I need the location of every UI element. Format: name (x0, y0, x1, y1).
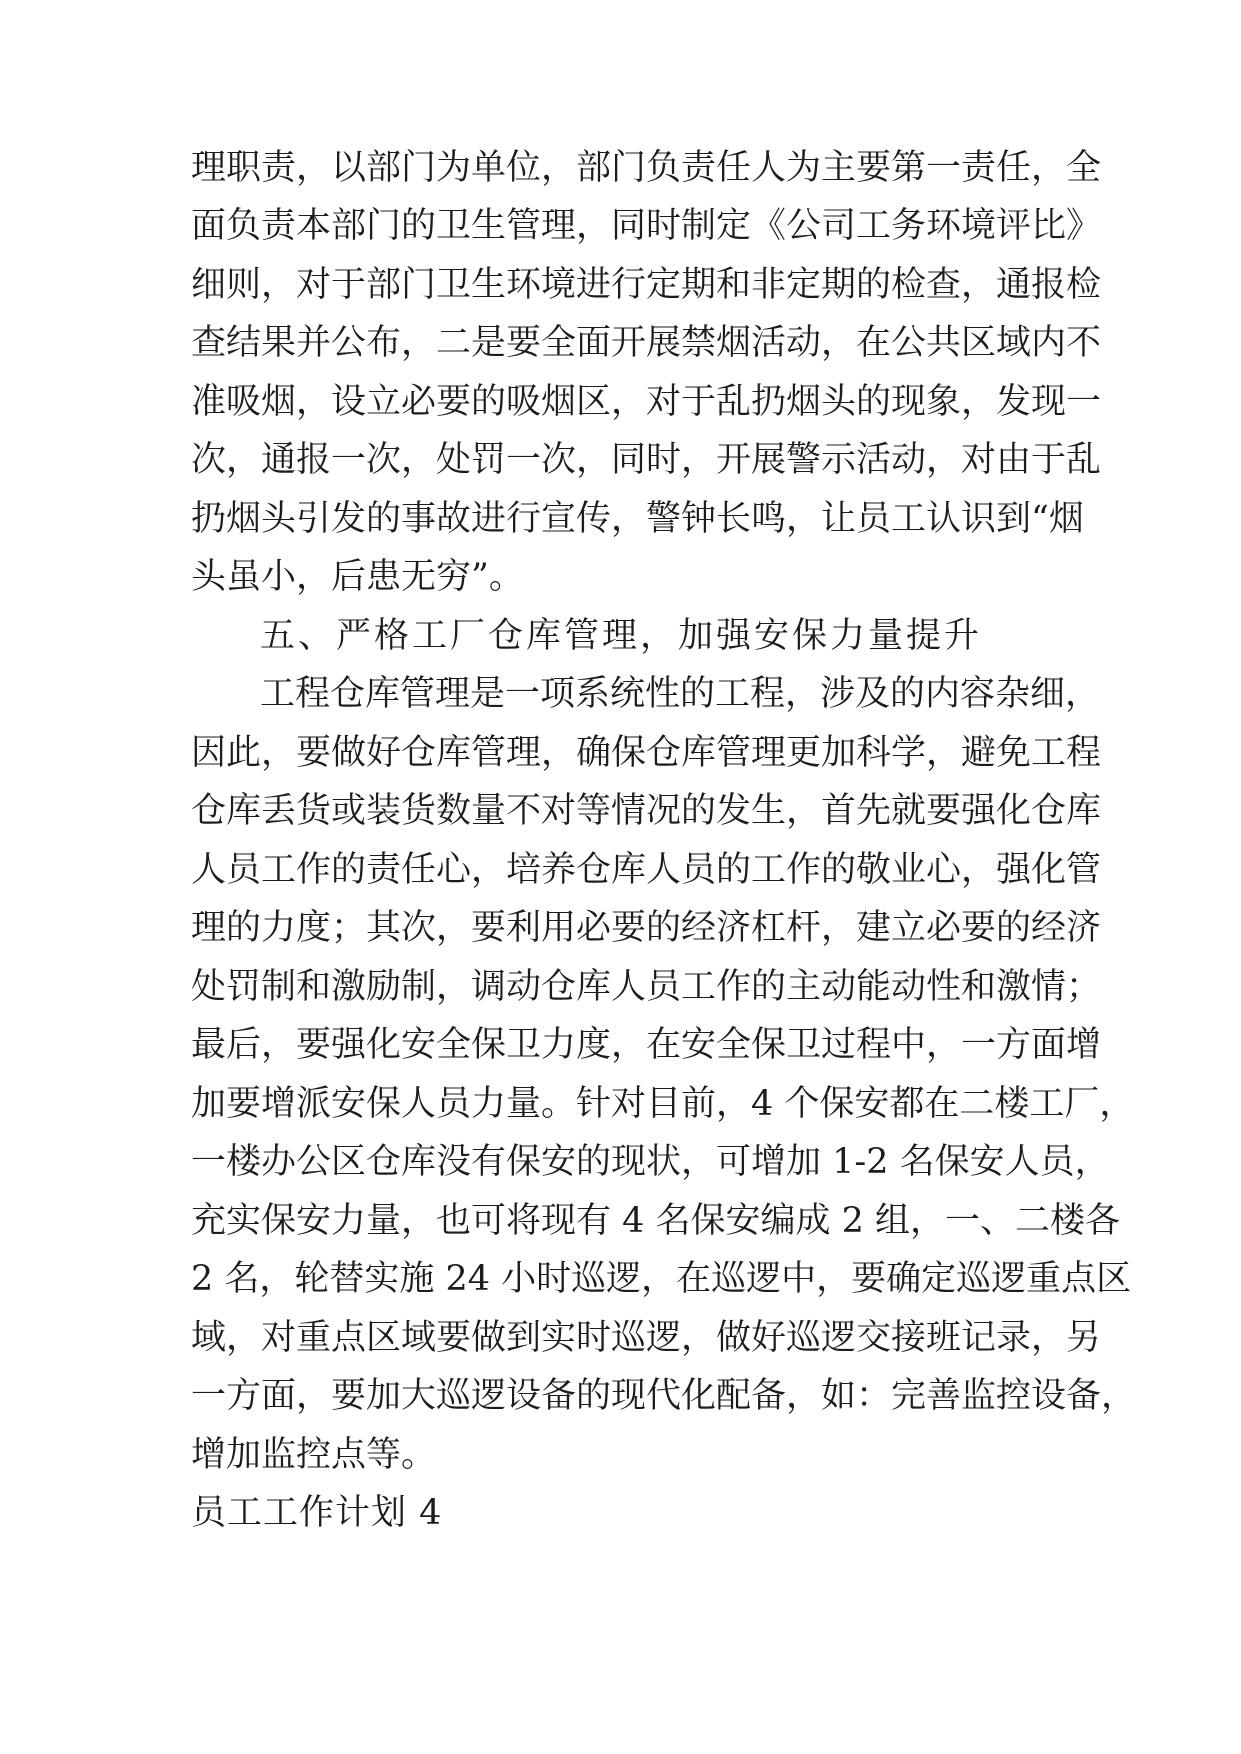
body-text-line: 次，通报一次，处罚一次，同时，开展警示活动，对由于乱 (191, 440, 1102, 480)
body-text-line: 面负责本部门的卫生管理，同时制定《公司工务环境评比》 (191, 206, 1102, 246)
body-text-line: 理的力度；其次，要利用必要的经济杠杆，建立必要的经济 (191, 908, 1102, 948)
body-text-line: 人员工作的责任心，培养仓库人员的工作的敬业心，强化管 (191, 850, 1102, 890)
body-text-line: 加要增派安保人员力量。针对目前，4 个保安都在二楼工厂， (191, 1084, 1135, 1124)
section-title: 员工工作计划 4 (191, 1493, 443, 1533)
body-text-line: 域，对重点区域要做到实时巡逻，做好巡逻交接班记录，另 (191, 1318, 1102, 1358)
body-text-line: 因此，要做好仓库管理，确保仓库管理更加科学，避免工程 (191, 733, 1102, 773)
body-text-line: 细则，对于部门卫生环境进行定期和非定期的检查，通报检 (191, 265, 1102, 305)
body-text-line: 一方面，要加大巡逻设备的现代化配备，如：完善监控设备， (191, 1376, 1137, 1416)
body-text-line: 查结果并公布，二是要全面开展禁烟活动，在公共区域内不 (191, 323, 1102, 363)
body-text-line: 充实保安力量，也可将现有 4 名保安编成 2 组，一、二楼各 (191, 1201, 1121, 1241)
body-text-line: 头虽小，后患无穷”。 (191, 557, 524, 597)
body-text-line: 增加监控点等。 (191, 1435, 437, 1475)
section-heading: 五、严格工厂仓库管理，加强安保力量提升 (260, 616, 983, 656)
body-text-line: 仓库丢货或装货数量不对等情况的发生，首先就要强化仓库 (191, 791, 1102, 831)
body-text-line: 一楼办公区仓库没有保安的现状，可增加 1-2 名保安人员， (191, 1142, 1110, 1182)
body-text-line: 最后，要强化安全保卫力度，在安全保卫过程中，一方面增 (191, 1025, 1102, 1065)
body-text-line: 准吸烟，设立必要的吸烟区，对于乱扔烟头的现象，发现一 (191, 382, 1102, 422)
paragraph-first-line: 工程仓库管理是一项系统性的工程，涉及的内容杂细， (260, 674, 1101, 714)
body-text-line: 处罚制和激励制，调动仓库人员工作的主动能动性和激情； (191, 967, 1102, 1007)
body-text-line: 2 名，轮替实施 24 小时巡逻，在巡逻中，要确定巡逻重点区 (191, 1259, 1132, 1299)
body-text-line: 扔烟头引发的事故进行宣传，警钟长鸣，让员工认识到“烟 (191, 499, 1084, 539)
body-text-line: 理职责，以部门为单位，部门负责任人为主要第一责任，全 (191, 148, 1102, 188)
